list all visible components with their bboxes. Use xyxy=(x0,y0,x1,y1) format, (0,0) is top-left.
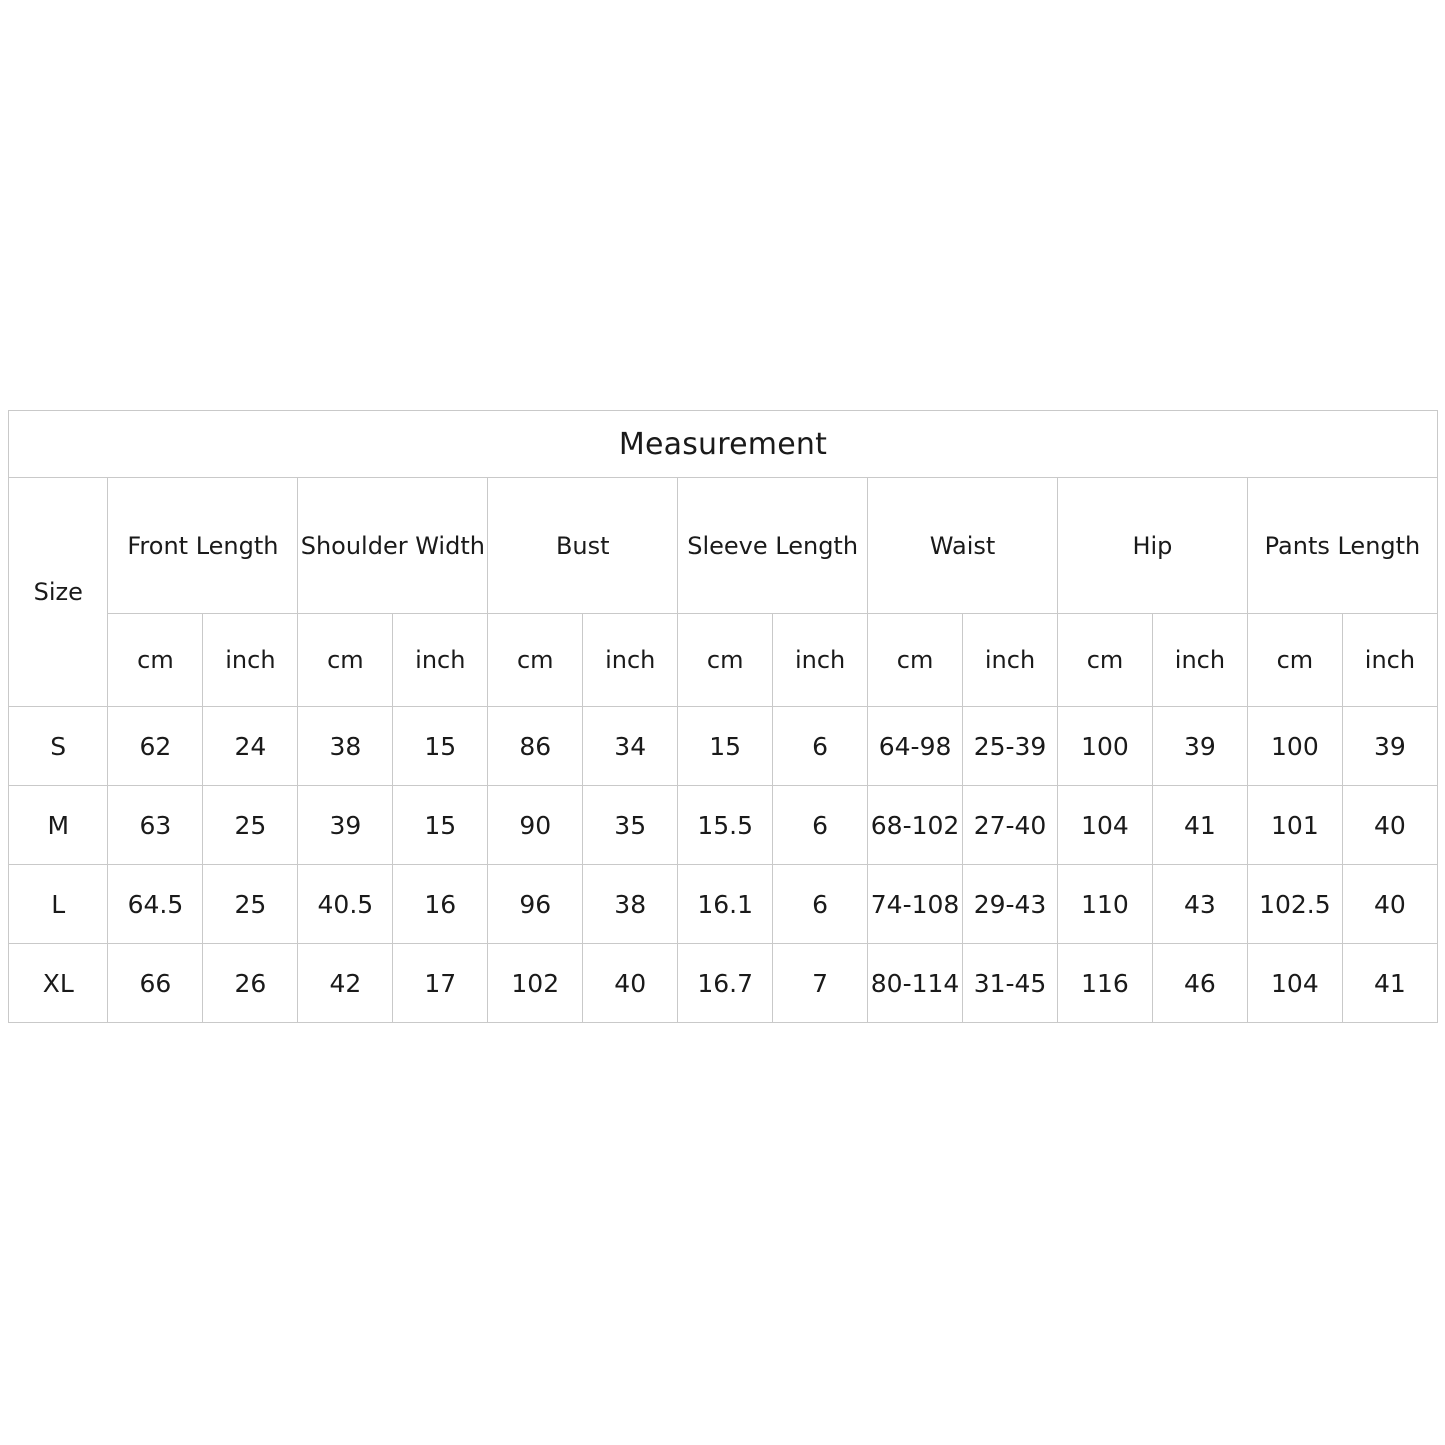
cell-value: 100 xyxy=(1247,707,1342,786)
cell-value: 116 xyxy=(1058,944,1153,1023)
cell-value: 15 xyxy=(393,707,488,786)
cell-value: 7 xyxy=(773,944,868,1023)
cell-value: 41 xyxy=(1152,786,1247,865)
cell-value: 41 xyxy=(1342,944,1437,1023)
cell-value: 90 xyxy=(488,786,583,865)
cell-value: 40.5 xyxy=(298,865,393,944)
table-title-row xyxy=(9,411,1438,478)
cell-value: 24 xyxy=(203,707,298,786)
cell-value: 64-98 xyxy=(868,707,963,786)
cell-value: 39 xyxy=(1152,707,1247,786)
cell-value: 104 xyxy=(1058,786,1153,865)
unit-header-cm: cm xyxy=(108,614,203,707)
unit-header-cm: cm xyxy=(488,614,583,707)
group-header-bust: Bust xyxy=(488,478,678,614)
cell-value: 40 xyxy=(1342,865,1437,944)
group-header-waist: Waist xyxy=(868,478,1058,614)
cell-value: 27-40 xyxy=(963,786,1058,865)
table-row xyxy=(9,944,1438,1023)
unit-header-cm: cm xyxy=(868,614,963,707)
unit-header-cm: cm xyxy=(1247,614,1342,707)
cell-value: 38 xyxy=(298,707,393,786)
cell-value: 42 xyxy=(298,944,393,1023)
cell-value: 64.5 xyxy=(108,865,203,944)
cell-value: 25-39 xyxy=(963,707,1058,786)
row-size-label: M xyxy=(9,786,108,865)
cell-value: 39 xyxy=(298,786,393,865)
cell-value: 43 xyxy=(1152,865,1247,944)
unit-header-inch: inch xyxy=(1152,614,1247,707)
unit-header-inch: inch xyxy=(773,614,868,707)
cell-value: 74-108 xyxy=(868,865,963,944)
group-header-hip: Hip xyxy=(1058,478,1248,614)
unit-header-inch: inch xyxy=(583,614,678,707)
cell-value: 15 xyxy=(393,786,488,865)
cell-value: 80-114 xyxy=(868,944,963,1023)
cell-value: 102.5 xyxy=(1247,865,1342,944)
cell-value: 16.1 xyxy=(678,865,773,944)
row-size-label: XL xyxy=(9,944,108,1023)
cell-value: 16 xyxy=(393,865,488,944)
cell-value: 15.5 xyxy=(678,786,773,865)
cell-value: 102 xyxy=(488,944,583,1023)
unit-header-inch: inch xyxy=(203,614,298,707)
group-header-sleeve-length: Sleeve Length xyxy=(678,478,868,614)
cell-value: 6 xyxy=(773,865,868,944)
cell-value: 15 xyxy=(678,707,773,786)
cell-value: 100 xyxy=(1058,707,1153,786)
unit-header-inch: inch xyxy=(393,614,488,707)
cell-value: 39 xyxy=(1342,707,1437,786)
measurement-chart-container xyxy=(8,410,1438,1023)
page-title: Measurement xyxy=(9,411,1438,478)
cell-value: 25 xyxy=(203,786,298,865)
group-header-row xyxy=(9,478,1438,614)
cell-value: 38 xyxy=(583,865,678,944)
group-header-front-length: Front Length xyxy=(108,478,298,614)
table-row xyxy=(9,865,1438,944)
cell-value: 16.7 xyxy=(678,944,773,1023)
row-size-label: L xyxy=(9,865,108,944)
row-size-label: S xyxy=(9,707,108,786)
cell-value: 6 xyxy=(773,707,868,786)
group-header-shoulder-width: Shoulder Width xyxy=(298,478,488,614)
unit-header-cm: cm xyxy=(678,614,773,707)
cell-value: 96 xyxy=(488,865,583,944)
unit-header-inch: inch xyxy=(963,614,1058,707)
table-row xyxy=(9,786,1438,865)
cell-value: 63 xyxy=(108,786,203,865)
size-column-header: Size xyxy=(9,478,108,707)
measurement-size-table xyxy=(8,410,1438,1023)
cell-value: 17 xyxy=(393,944,488,1023)
unit-header-inch: inch xyxy=(1342,614,1437,707)
cell-value: 31-45 xyxy=(963,944,1058,1023)
cell-value: 25 xyxy=(203,865,298,944)
cell-value: 68-102 xyxy=(868,786,963,865)
cell-value: 101 xyxy=(1247,786,1342,865)
cell-value: 34 xyxy=(583,707,678,786)
unit-header-cm: cm xyxy=(298,614,393,707)
cell-value: 66 xyxy=(108,944,203,1023)
cell-value: 104 xyxy=(1247,944,1342,1023)
cell-value: 46 xyxy=(1152,944,1247,1023)
cell-value: 86 xyxy=(488,707,583,786)
cell-value: 40 xyxy=(1342,786,1437,865)
group-header-pants-length: Pants Length xyxy=(1247,478,1437,614)
cell-value: 29-43 xyxy=(963,865,1058,944)
cell-value: 26 xyxy=(203,944,298,1023)
cell-value: 110 xyxy=(1058,865,1153,944)
cell-value: 35 xyxy=(583,786,678,865)
cell-value: 6 xyxy=(773,786,868,865)
cell-value: 40 xyxy=(583,944,678,1023)
cell-value: 62 xyxy=(108,707,203,786)
table-row xyxy=(9,707,1438,786)
unit-header-row xyxy=(9,614,1438,707)
unit-header-cm: cm xyxy=(1058,614,1153,707)
